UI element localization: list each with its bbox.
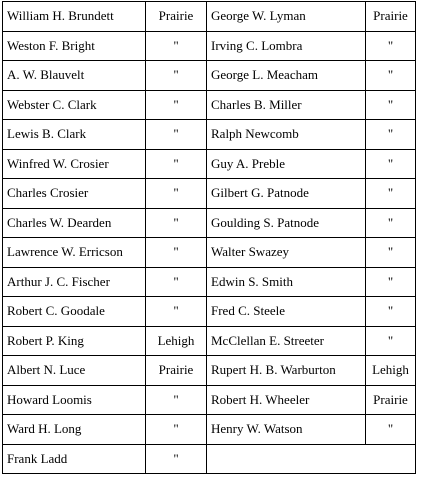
right-place-cell: Prairie [366,2,416,32]
left-place-cell: " [146,238,207,268]
left-name-cell: Arthur J. C. Fischer [3,267,146,297]
right-place-cell: " [366,297,416,327]
table-row [3,90,416,120]
left-name-cell: William H. Brundett [3,2,146,32]
left-place-cell: " [146,61,207,91]
left-place-cell: " [146,297,207,327]
right-name-cell: Fred C. Steele [207,297,366,327]
table-row [3,208,416,238]
roster-body [3,2,416,474]
right-place-cell: " [366,415,416,445]
right-name-cell: Robert H. Wheeler [207,385,366,415]
left-name-cell: Frank Ladd [3,444,146,474]
table-row [3,31,416,61]
left-place-cell: " [146,208,207,238]
left-name-cell: Albert N. Luce [3,356,146,386]
right-name-cell: Ralph Newcomb [207,120,366,150]
table-row [3,120,416,150]
table-row [3,149,416,179]
right-name-cell: George L. Meacham [207,61,366,91]
left-name-cell: A. W. Blauvelt [3,61,146,91]
empty-cell [207,444,416,474]
right-place-cell: Lehigh [366,356,416,386]
right-name-cell: Henry W. Watson [207,415,366,445]
right-place-cell: " [366,31,416,61]
right-name-cell: Goulding S. Patnode [207,208,366,238]
right-name-cell: Rupert H. B. Warburton [207,356,366,386]
right-name-cell: Gilbert G. Patnode [207,179,366,209]
table-row [3,61,416,91]
left-name-cell: Webster C. Clark [3,90,146,120]
table-row [3,2,416,32]
left-place-cell: Lehigh [146,326,207,356]
left-place-cell: " [146,120,207,150]
right-name-cell: Irving C. Lombra [207,31,366,61]
right-place-cell: " [366,267,416,297]
table-row [3,297,416,327]
table-row [3,267,416,297]
right-place-cell: " [366,208,416,238]
left-place-cell: " [146,149,207,179]
left-name-cell: Charles Crosier [3,179,146,209]
right-name-cell: Walter Swazey [207,238,366,268]
right-name-cell: McClellan E. Streeter [207,326,366,356]
table-row [3,238,416,268]
table-row [3,326,416,356]
table-row [3,356,416,386]
right-place-cell: " [366,61,416,91]
left-place-cell: Prairie [146,2,207,32]
right-place-cell: " [366,90,416,120]
left-place-cell: " [146,444,207,474]
left-name-cell: Howard Loomis [3,385,146,415]
left-place-cell: " [146,179,207,209]
table-row [3,385,416,415]
left-place-cell: " [146,31,207,61]
left-name-cell: Weston F. Bright [3,31,146,61]
roster-table [2,1,416,474]
left-name-cell: Robert P. King [3,326,146,356]
table-row [3,444,416,474]
left-name-cell: Winfred W. Crosier [3,149,146,179]
left-name-cell: Ward H. Long [3,415,146,445]
left-place-cell: " [146,90,207,120]
right-name-cell: George W. Lyman [207,2,366,32]
left-place-cell: " [146,267,207,297]
right-place-cell: " [366,238,416,268]
right-name-cell: Edwin S. Smith [207,267,366,297]
right-place-cell: " [366,179,416,209]
right-place-cell: Prairie [366,385,416,415]
right-place-cell: " [366,120,416,150]
right-place-cell: " [366,326,416,356]
left-place-cell: Prairie [146,356,207,386]
left-name-cell: Charles W. Dearden [3,208,146,238]
left-name-cell: Lawrence W. Erricson [3,238,146,268]
left-place-cell: " [146,385,207,415]
table-row [3,179,416,209]
left-name-cell: Lewis B. Clark [3,120,146,150]
right-name-cell: Charles B. Miller [207,90,366,120]
right-place-cell: " [366,149,416,179]
left-name-cell: Robert C. Goodale [3,297,146,327]
table-row [3,415,416,445]
right-name-cell: Guy A. Preble [207,149,366,179]
left-place-cell: " [146,415,207,445]
